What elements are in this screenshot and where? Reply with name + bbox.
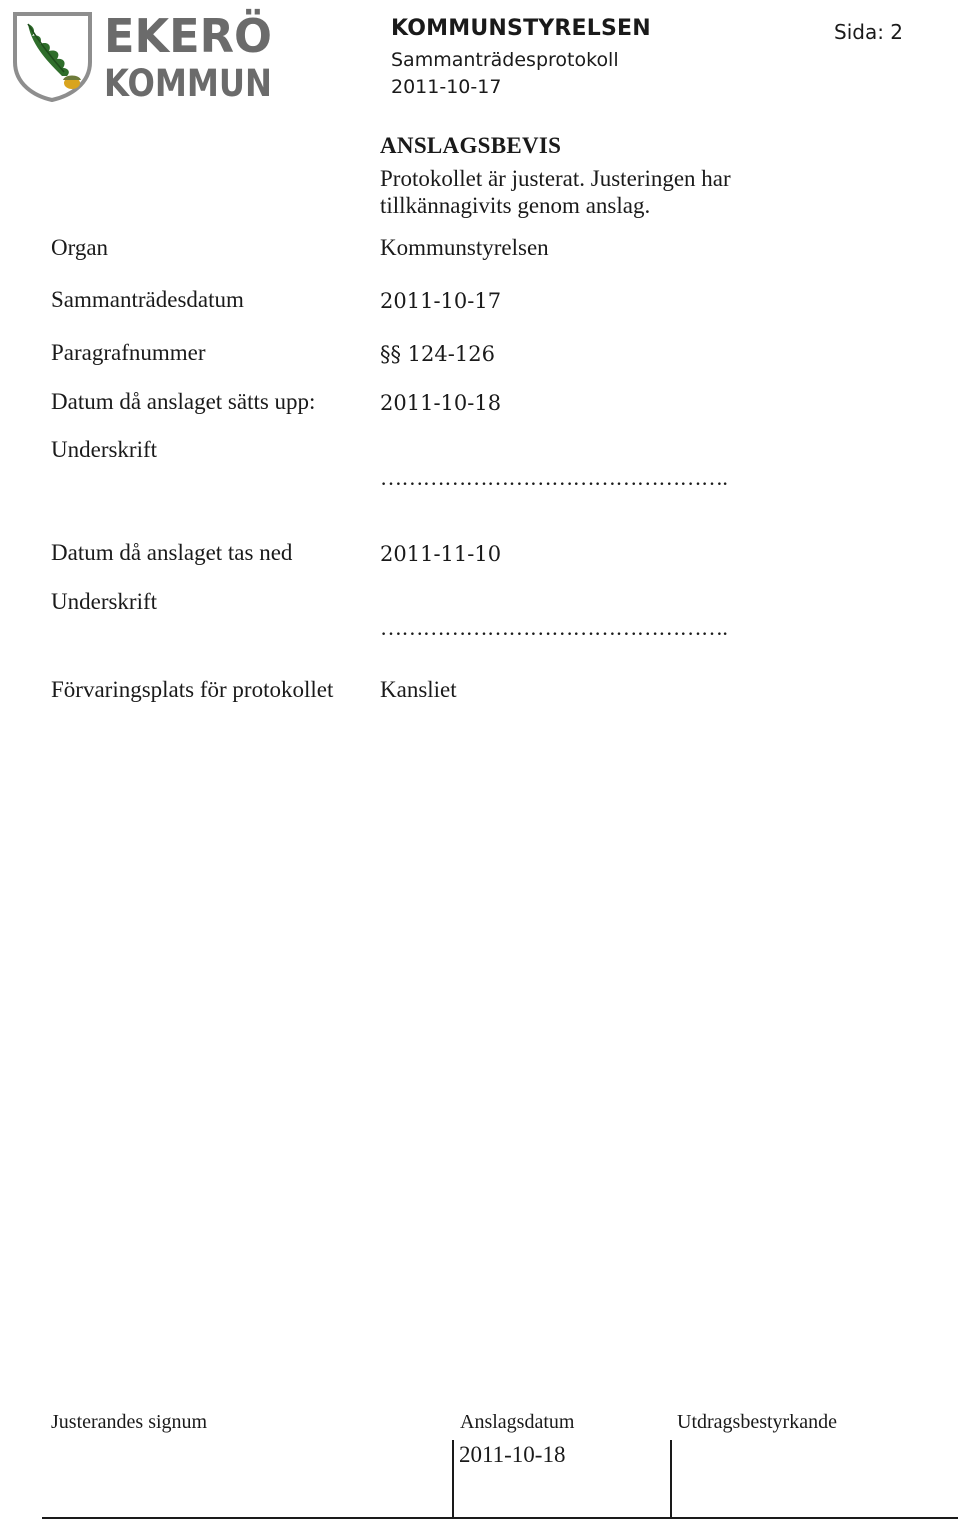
footer-anslagsdatum: Anslagsdatum bbox=[460, 1411, 575, 1433]
footer-justerandes-signum: Justerandes signum bbox=[51, 1411, 208, 1433]
storage-value: Kansliet bbox=[380, 677, 457, 702]
document-date: 2011-10-17 bbox=[391, 76, 502, 98]
logo-text-kommun: KOMMUN bbox=[104, 62, 272, 105]
posted-date-value: 2011-10-18 bbox=[380, 391, 502, 415]
document-subtitle: Sammanträdesprotokoll bbox=[391, 49, 619, 71]
removed-date-label: Datum då anslaget tas ned bbox=[51, 540, 293, 565]
signature-label-1: Underskrift bbox=[51, 437, 158, 462]
meeting-date-label: Sammanträdesdatum bbox=[51, 287, 244, 312]
posted-date-label: Datum då anslaget sätts upp: bbox=[51, 389, 316, 414]
logo-text-ekero: EKERÖ bbox=[104, 9, 272, 63]
page-number: Sida: 2 bbox=[834, 20, 904, 44]
organ-value: Kommunstyrelsen bbox=[380, 235, 549, 260]
signature-line-2: …………………………………………. bbox=[380, 615, 728, 640]
footer-bottom-rule bbox=[42, 1517, 958, 1519]
ekero-kommun-logo bbox=[12, 9, 274, 105]
notice-heading: ANSLAGSBEVIS bbox=[380, 133, 562, 158]
signature-line-1: …………………………………………. bbox=[380, 465, 728, 490]
footer-date: 2011-10-18 bbox=[459, 1442, 566, 1467]
footer-divider-2 bbox=[670, 1440, 672, 1519]
footer-divider-1 bbox=[452, 1440, 454, 1519]
removed-date-value: 2011-11-10 bbox=[380, 542, 502, 566]
oak-leaf-acorn-shield-icon bbox=[15, 14, 90, 100]
meeting-date-value: 2011-10-17 bbox=[380, 289, 502, 313]
footer-utdragsbestyrkande: Utdragsbestyrkande bbox=[677, 1411, 837, 1433]
paragraph-number-value: §§ 124-126 bbox=[380, 342, 495, 366]
organ-label: Organ bbox=[51, 235, 109, 260]
storage-label: Förvaringsplats för protokollet bbox=[51, 677, 334, 702]
notice-text-line1: Protokollet är justerat. Justeringen har bbox=[380, 166, 731, 191]
signature-label-2: Underskrift bbox=[51, 589, 158, 614]
document-title: KOMMUNSTYRELSEN bbox=[391, 16, 651, 41]
paragraph-number-label: Paragrafnummer bbox=[51, 340, 206, 365]
notice-text-line2: tillkännagivits genom anslag. bbox=[380, 193, 651, 218]
